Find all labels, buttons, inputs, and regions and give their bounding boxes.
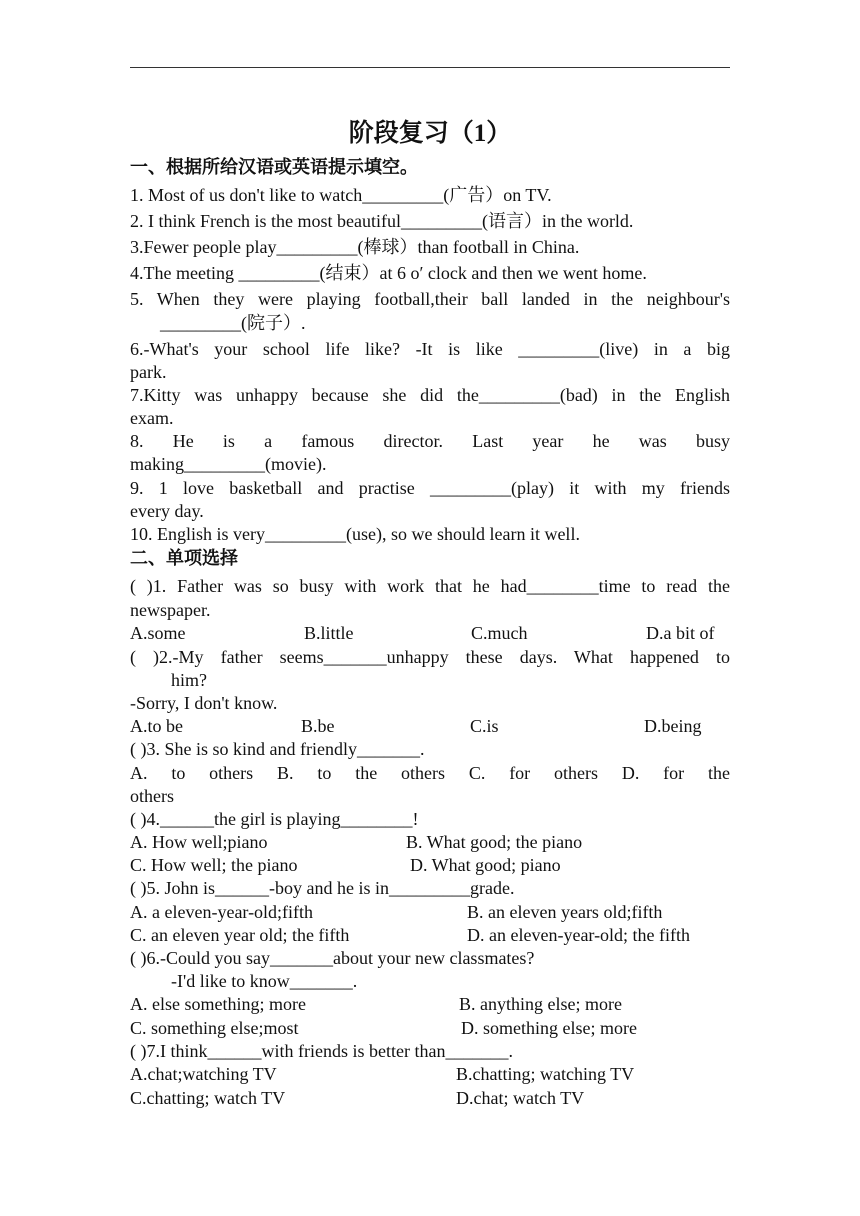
exercise-line-5: 5. When they were playing football,their ball landed in the neighbour's [130, 289, 730, 309]
question-4-stem: ( )4.______the girl is playing________! [130, 809, 419, 829]
exercise-line-1: 1. Most of us don't like to watch_________(广告）on TV. [130, 185, 552, 205]
question-1-stem: ( )1. Father was so busy with work that he had________time to read the [130, 576, 730, 596]
option-c: C. an eleven year old; the fifth [130, 925, 350, 945]
option-c: C.is [470, 716, 499, 736]
question-2-reply: -Sorry, I don't know. [130, 693, 278, 713]
exercise-line-4: 4.The meeting _________(结束）at 6 o′ clock and then we went home. [130, 263, 647, 283]
exercise-line-9-cont: every day. [130, 501, 204, 521]
exercise-line-8-cont: making_________(movie). [130, 454, 327, 474]
option-d: D. What good; piano [410, 855, 561, 875]
exercise-line-9: 9. 1 love basketball and practise _________(play) it with my friends [130, 478, 730, 498]
question-3-options-cont: others [130, 786, 174, 806]
exercise-line-6-cont: park. [130, 362, 167, 382]
option-a: A.to be [130, 716, 183, 736]
option-c: C. something else;most [130, 1018, 299, 1038]
option-a: A. How well;piano [130, 832, 268, 852]
option-d: D.a bit of [646, 623, 715, 643]
question-2-stem: ( )2.-My father seems_______unhappy these days. What happened to [130, 647, 730, 667]
exercise-line-10: 10. English is very_________(use), so we should learn it well. [130, 524, 580, 544]
section-heading-choice: 二、单项选择 [130, 548, 238, 568]
option-a: A. a eleven-year-old;fifth [130, 902, 314, 922]
question-6-reply: -I'd like to know_______. [171, 971, 358, 991]
question-3-stem: ( )3. She is so kind and friendly_______. [130, 739, 425, 759]
exercise-line-3: 3.Fewer people play_________(棒球）than football in China. [130, 237, 580, 257]
exercise-line-6: 6.-What's your school life like? -It is like _________(live) in a big [130, 339, 730, 359]
option-b: B.be [301, 716, 335, 736]
option-d: D.being [644, 716, 702, 736]
option-a: A. else something; more [130, 994, 306, 1014]
option-a: A.some [130, 623, 186, 643]
option-c: C.chatting; watch TV [130, 1088, 286, 1108]
section-heading-fill-in: 一、根据所给汉语或英语提示填空。 [130, 157, 418, 177]
exercise-line-2: 2. I think French is the most beautiful_________(语言）in the world. [130, 211, 634, 231]
option-b: B. What good; the piano [406, 832, 583, 852]
option-b: B.little [304, 623, 354, 643]
question-3-options: A. to others B. to the others C. for others D. for the [130, 763, 730, 783]
option-b: B.chatting; watching TV [456, 1064, 635, 1084]
exercise-line-7: 7.Kitty was unhappy because she did the_________(bad) in the English [130, 385, 730, 405]
header-rule [130, 67, 730, 68]
page-title: 阶段复习（1） [348, 120, 512, 147]
exercise-line-8: 8. He is a famous director. Last year he was busy [130, 431, 730, 451]
option-b: B. an eleven years old;fifth [467, 902, 663, 922]
question-6-stem: ( )6.-Could you say_______about your new classmates? [130, 948, 535, 968]
question-1-stem-cont: newspaper. [130, 600, 211, 620]
exercise-line-7-cont: exam. [130, 408, 174, 428]
option-d: D. something else; more [461, 1018, 637, 1038]
option-d: D. an eleven-year-old; the fifth [467, 925, 691, 945]
exercise-line-5-cont: _________(院子）. [160, 313, 306, 333]
option-b: B. anything else; more [459, 994, 622, 1014]
question-5-stem: ( )5. John is______-boy and he is in_________grade. [130, 878, 515, 898]
question-7-stem: ( )7.I think______with friends is better than_______. [130, 1041, 513, 1061]
option-c: C. How well; the piano [130, 855, 298, 875]
question-2-stem-cont: him? [171, 670, 207, 690]
option-d: D.chat; watch TV [456, 1088, 585, 1108]
option-a: A.chat;watching TV [130, 1064, 277, 1084]
option-c: C.much [471, 623, 528, 643]
